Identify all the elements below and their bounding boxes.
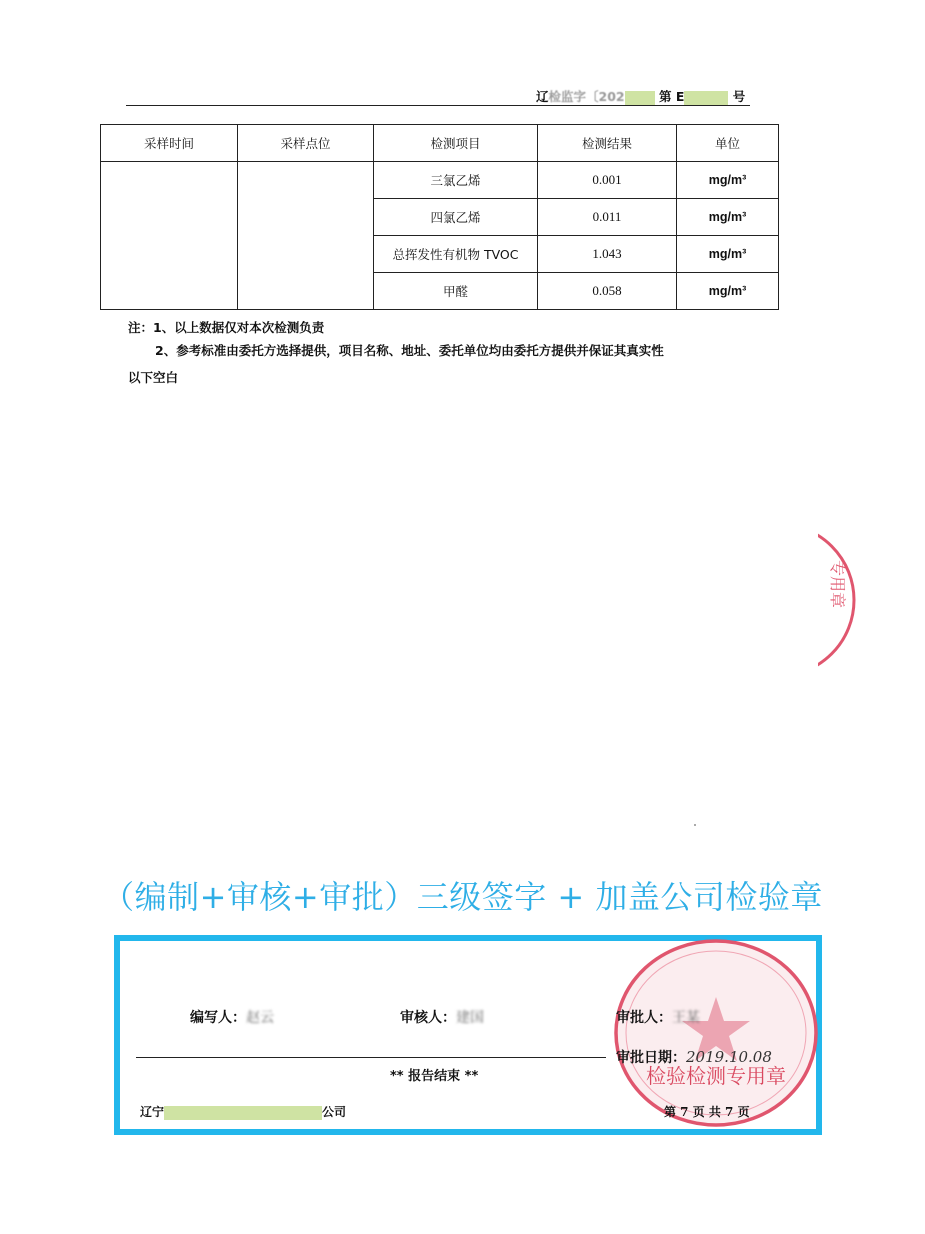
company-prefix: 辽宁 (140, 1105, 165, 1119)
column-header: 检测结果 (538, 125, 677, 162)
blank-below-note: 以下空白 (128, 370, 179, 385)
header-rule (126, 105, 750, 106)
seal-text: 检验检测专用章 (646, 1064, 786, 1088)
report-number-prefix: 辽 (536, 89, 549, 104)
approver-signature (616, 1007, 700, 1027)
redaction-mark (684, 91, 728, 105)
unit-cell: mg/m³ (677, 162, 779, 199)
result-cell: 0.011 (538, 199, 677, 236)
unit-cell: mg/m³ (677, 236, 779, 273)
note-2: 2、参考标准由委托方选择提供，项目名称、地址、委托单位均由委托方提供并保证其真实性 (155, 343, 664, 358)
item-cell: 四氯乙烯 (374, 199, 538, 236)
column-header: 采样点位 (238, 125, 374, 162)
result-table (100, 124, 779, 310)
edge-seal-text: 专用章 (828, 560, 847, 609)
result-cell: 1.043 (538, 236, 677, 273)
reviewer-signature (400, 1007, 484, 1027)
result-cell: 0.058 (538, 273, 677, 310)
approval-date-label: 审批日期： (616, 1050, 686, 1066)
report-number-obscured: 检监字〔202 (548, 89, 625, 104)
unit-cell: mg/m³ (677, 273, 779, 310)
table-header-row (101, 125, 779, 162)
reviewer-handwriting: 建国 (456, 1010, 484, 1026)
approval-date (616, 1047, 772, 1067)
annotation-caption: （编制+审核+审批）三级签字 + 加盖公司检验章 (102, 878, 823, 916)
redaction-mark (625, 91, 655, 105)
page-number: 第 7 页 共 7 页 (664, 1105, 750, 1119)
sampling-time-cell (101, 162, 238, 310)
item-cell: 总挥发性有机物 TVOC (374, 236, 538, 273)
company-name (140, 1103, 346, 1120)
report-number-suffix: 号 (732, 89, 746, 104)
note-1: 注：1、以上数据仅对本次检测负责 (128, 320, 325, 335)
reviewer-label: 审核人： (400, 1010, 456, 1026)
compiler-handwriting: 赵云 (246, 1010, 274, 1026)
company-suffix: 公司 (322, 1105, 347, 1119)
column-header: 单位 (677, 125, 779, 162)
compiler-label: 编写人： (190, 1010, 246, 1026)
edge-seal-fragment (818, 530, 878, 670)
column-header: 采样时间 (101, 125, 238, 162)
approver-label: 审批人： (616, 1010, 672, 1026)
unit-cell: mg/m³ (677, 199, 779, 236)
sampling-point-cell (238, 162, 374, 310)
scan-speck (694, 824, 696, 826)
signature-highlight-frame (114, 935, 822, 1135)
approval-date-handwriting: 2019.10.08 (686, 1048, 772, 1066)
report-end-marker: ** 报告结束 ** (390, 1069, 479, 1084)
compiler-signature (190, 1007, 274, 1027)
redaction-mark (164, 1106, 322, 1120)
approver-handwriting: 王某 (672, 1010, 700, 1026)
item-cell: 三氯乙烯 (374, 162, 538, 199)
result-cell: 0.001 (538, 162, 677, 199)
signature-rule (136, 1057, 606, 1058)
column-header: 检测项目 (374, 125, 538, 162)
report-number-mid: 第 E (658, 89, 685, 104)
table-row (101, 162, 779, 199)
report-number (536, 87, 745, 105)
item-cell: 甲醛 (374, 273, 538, 310)
